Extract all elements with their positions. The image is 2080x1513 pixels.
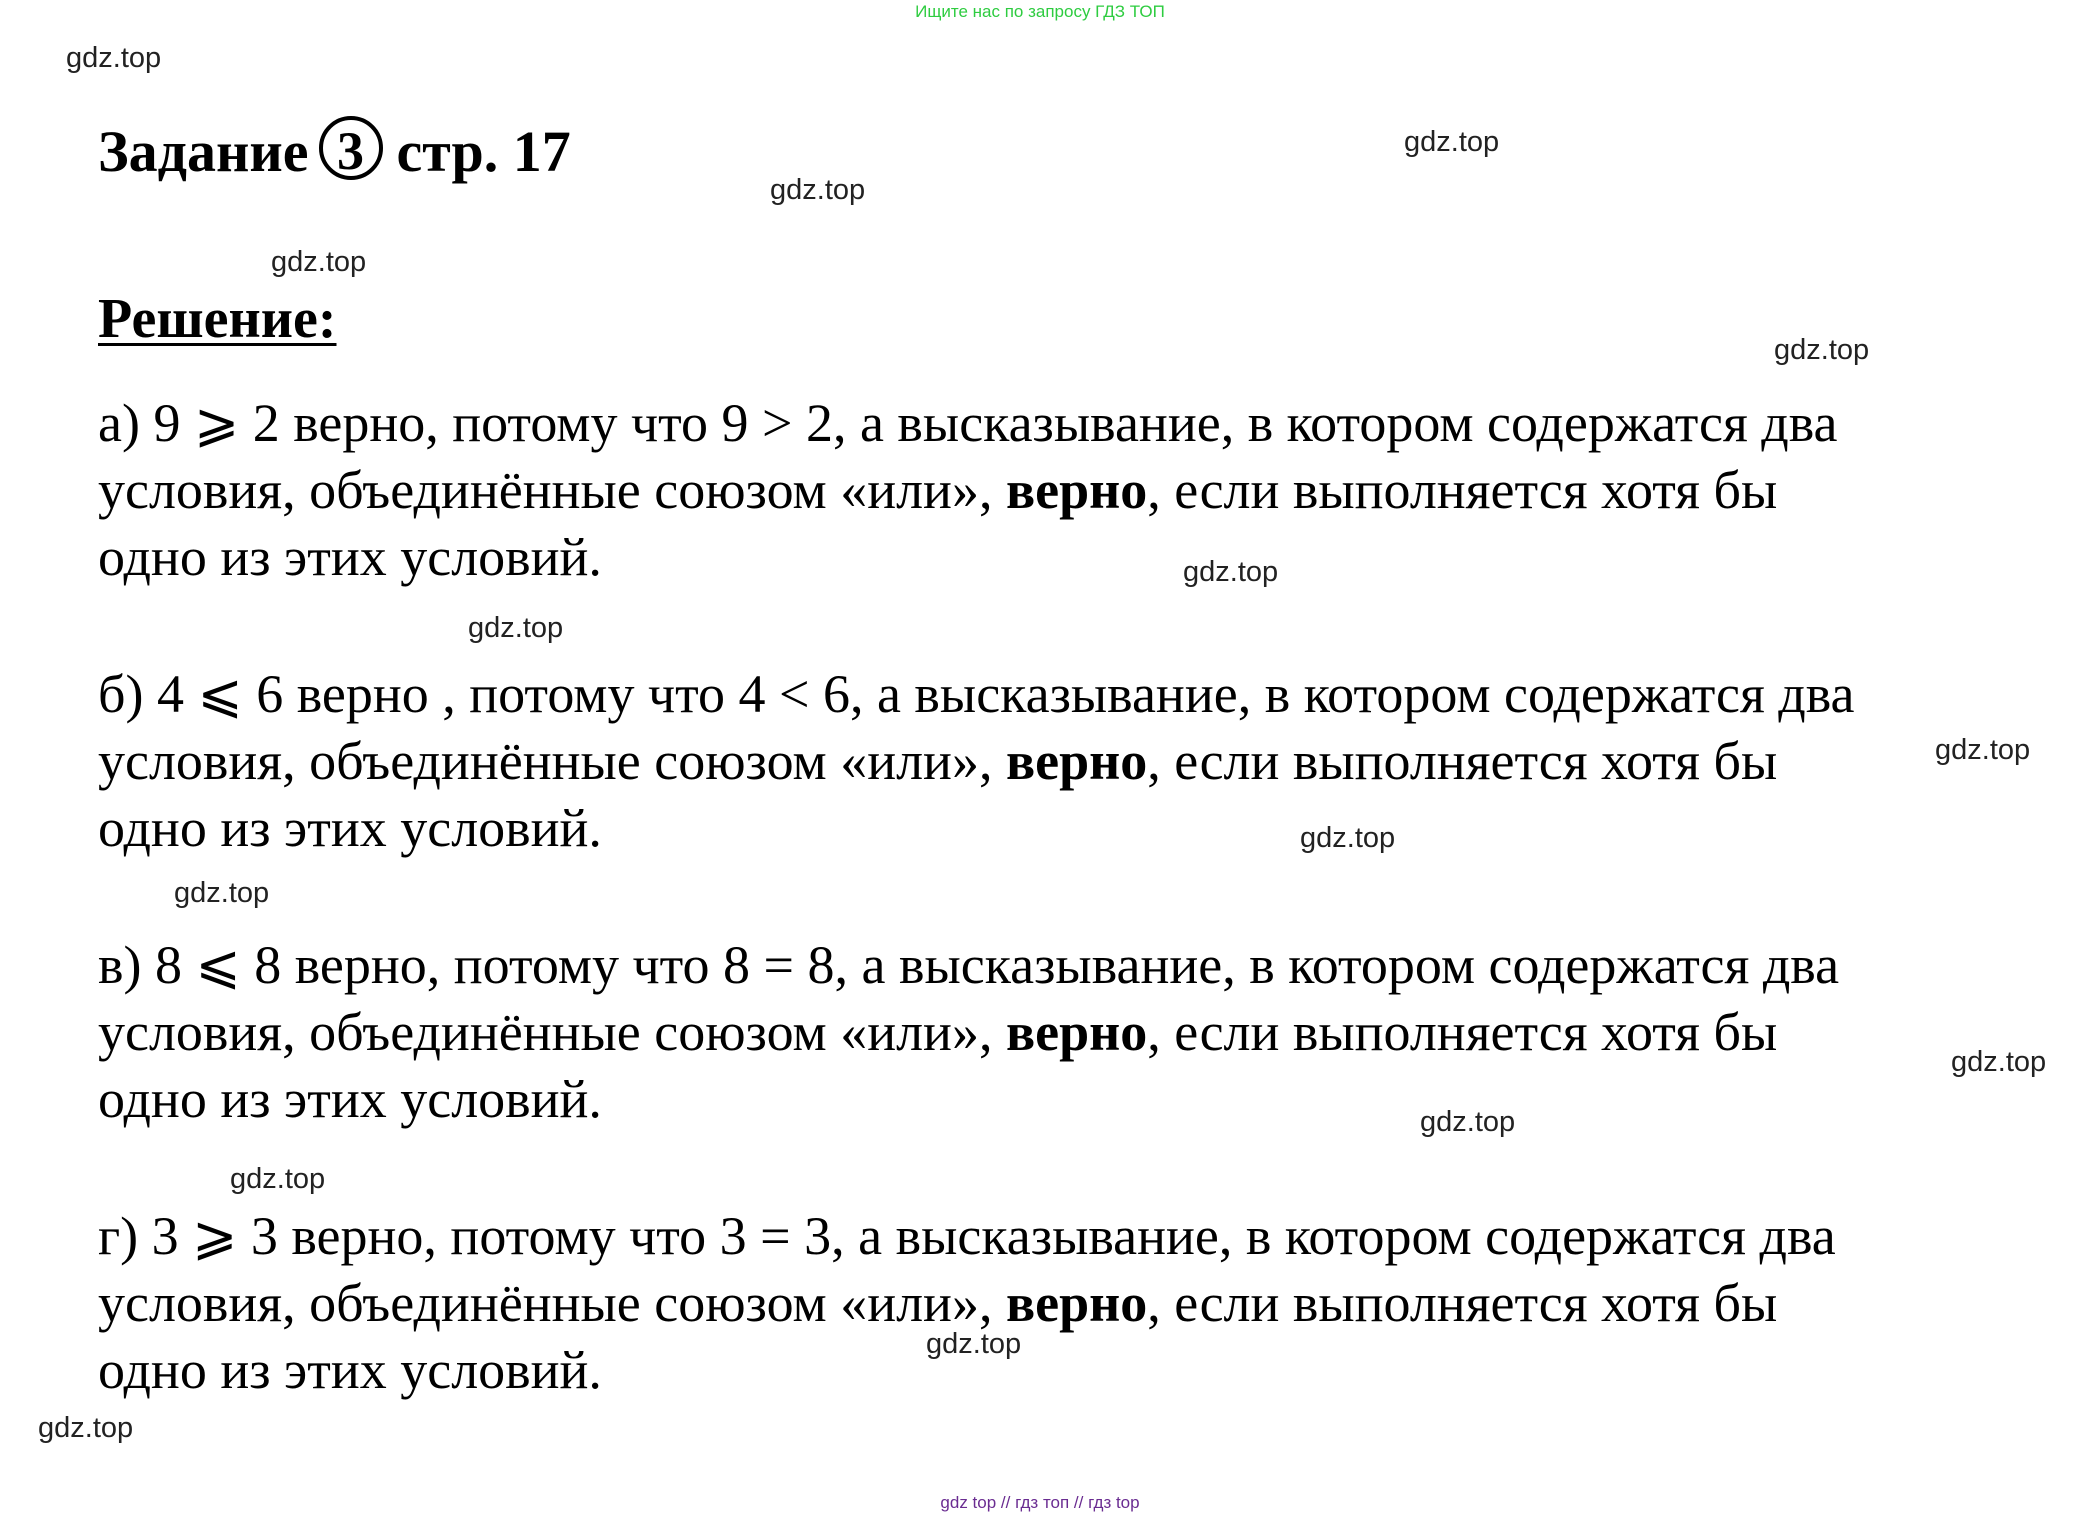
item-bold-text: верно [1005, 1002, 1148, 1062]
solution-heading: Решение: [98, 288, 337, 350]
item-text: условия, объединённые союзом «или», [98, 1273, 1006, 1333]
item-text: , если выполняется хотя бы [1147, 731, 1778, 791]
solution-item-c [98, 932, 2058, 1133]
item-line: одно из этих условий. [98, 527, 602, 587]
item-text: условия, объединённые союзом «или», [98, 731, 1006, 791]
item-bold-text: верно [1005, 460, 1148, 520]
item-text: условия, объединённые союзом «или», [98, 460, 1006, 520]
watermark: gdz.top [38, 1412, 134, 1444]
task-number-circle: 3 [319, 116, 383, 180]
top-banner: Ищите нас по запросу ГДЗ ТОП [915, 2, 1165, 21]
title-prefix: Задание [98, 119, 309, 184]
item-line: б) 4 ⩽ 6 верно , потому что 4 < 6, а высказывание, в котором содержатся два [98, 664, 1855, 724]
item-line [98, 728, 2058, 795]
item-bold-text: верно [1005, 731, 1148, 791]
item-line: одно из этих условий. [98, 798, 602, 858]
item-line: в) 8 ⩽ 8 верно, потому что 8 = 8, а высказывание, в котором содержатся два [98, 935, 1840, 995]
watermark: gdz.top [174, 877, 270, 909]
watermark: gdz.top [230, 1163, 326, 1195]
item-line: одно из этих условий. [98, 1069, 602, 1129]
footer-banner: gdz top // гдз топ // гдз top [940, 1493, 1140, 1512]
solution-item-b [98, 661, 2058, 862]
watermark: gdz.top [1300, 822, 1396, 854]
watermark: gdz.top [1935, 734, 2031, 766]
watermark: gdz.top [770, 174, 866, 206]
item-line [98, 999, 2058, 1066]
page-title [98, 112, 571, 192]
item-line: одно из этих условий. [98, 1340, 602, 1400]
item-line [98, 1270, 2058, 1337]
item-line: а) 9 ⩾ 2 верно, потому что 9 > 2, а высказывание, в котором содержатся два [98, 393, 1838, 453]
solution-item-a [98, 390, 2058, 591]
watermark: gdz.top [1183, 556, 1279, 588]
item-text: , если выполняется хотя бы [1147, 1002, 1778, 1062]
item-line: г) 3 ⩾ 3 верно, потому что 3 = 3, а высказывание, в котором содержатся два [98, 1206, 1836, 1266]
item-line [98, 457, 2058, 524]
solution-item-d [98, 1203, 2058, 1404]
item-text: условия, объединённые союзом «или», [98, 1002, 1006, 1062]
watermark: gdz.top [66, 42, 162, 74]
watermark: gdz.top [1404, 126, 1500, 158]
item-text: , если выполняется хотя бы [1147, 1273, 1778, 1333]
watermark: gdz.top [468, 612, 564, 644]
watermark: gdz.top [1774, 334, 1870, 366]
item-text: , если выполняется хотя бы [1147, 460, 1778, 520]
watermark: gdz.top [271, 246, 367, 278]
watermark: gdz.top [1420, 1106, 1516, 1138]
watermark: gdz.top [926, 1328, 1022, 1360]
item-bold-text: верно [1005, 1273, 1148, 1333]
title-suffix: стр. 17 [396, 119, 571, 184]
watermark: gdz.top [1951, 1046, 2047, 1078]
